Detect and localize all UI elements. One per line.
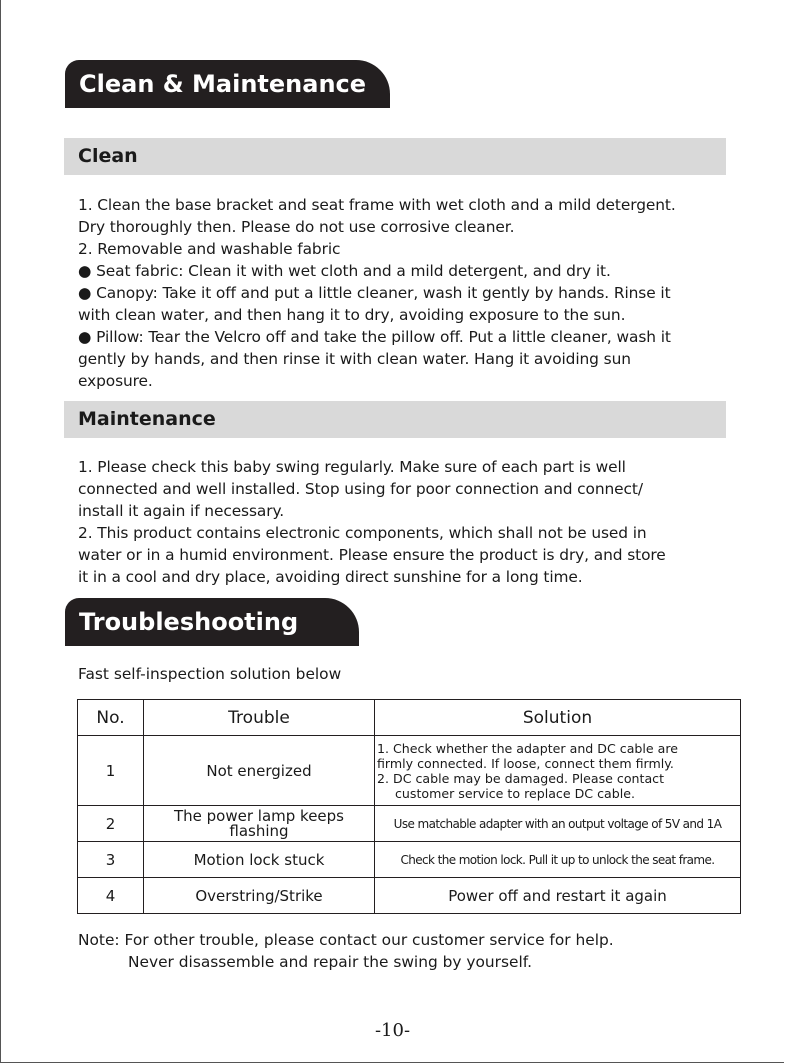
header-trouble: Trouble (144, 700, 375, 736)
trouble-line: flashing (229, 821, 289, 840)
clean-line: gently by hands, and then rinse it with clean water. Hang it avoiding sun (78, 350, 631, 368)
table-row (78, 878, 741, 914)
solution-line: firmly connected. If loose, connect them firmly. (377, 755, 674, 771)
row-number: 1 (78, 736, 144, 806)
row-solution (375, 736, 741, 806)
solution-line: customer service to replace DC cable. (395, 785, 635, 801)
table-row (78, 736, 741, 806)
row-trouble: Not energized (144, 736, 375, 806)
clean-line: ● Seat fabric: Clean it with wet cloth and a mild detergent, and dry it. (78, 262, 611, 280)
row-solution: Check the motion lock. Pull it up to unlock the seat frame. (375, 842, 741, 878)
clean-line: with clean water, and then hang it to dry, avoiding exposure to the sun. (78, 306, 626, 324)
note (78, 929, 614, 973)
troubleshooting-intro: Fast self-inspection solution below (78, 665, 342, 683)
row-solution: Power off and restart it again (375, 878, 741, 914)
row-solution: Use matchable adapter with an output voltage of 5V and 1A (375, 806, 741, 842)
note-line: Note: For other trouble, please contact our customer service for help. (78, 931, 614, 949)
header-solution: Solution (375, 700, 741, 736)
maintenance-line: install it again if necessary. (78, 502, 285, 520)
page-number: -10- (374, 1020, 411, 1041)
troubleshooting-table (77, 699, 741, 914)
maintenance-line: connected and well installed. Stop using for poor connection and connect/ (78, 480, 643, 498)
table-header-row (78, 700, 741, 736)
section-title-troubleshooting: Troubleshooting (65, 598, 359, 646)
maintenance-line: it in a cool and dry place, avoiding direct sunshine for a long time. (78, 568, 583, 586)
section-title-clean-maintenance: Clean & Maintenance (65, 60, 390, 108)
clean-instructions (78, 194, 748, 392)
clean-line: 2. Removable and washable fabric (78, 240, 341, 258)
row-trouble (144, 806, 375, 842)
row-number: 3 (78, 842, 144, 878)
clean-line: exposure. (78, 372, 153, 390)
table-row (78, 842, 741, 878)
maintenance-line: 2. This product contains electronic components, which shall not be used in (78, 524, 647, 542)
subsection-heading-clean: Clean (64, 138, 726, 175)
table-row (78, 806, 741, 842)
maintenance-instructions (78, 456, 748, 588)
maintenance-line: 1. Please check this baby swing regularly. Make sure of each part is well (78, 458, 626, 476)
row-trouble: Overstring/Strike (144, 878, 375, 914)
trouble-line: The power lamp keeps (173, 806, 344, 825)
note-line: Never disassemble and repair the swing by yourself. (128, 953, 532, 971)
solution-line: 2. DC cable may be damaged. Please contact (377, 770, 665, 786)
maintenance-line: water or in a humid environment. Please ensure the product is dry, and store (78, 546, 666, 564)
clean-line: Dry thoroughly then. Please do not use corrosive cleaner. (78, 218, 515, 236)
clean-line: ● Canopy: Take it off and put a little cleaner, wash it gently by hands. Rinse it (78, 284, 671, 302)
row-number: 4 (78, 878, 144, 914)
header-no: No. (78, 700, 144, 736)
clean-line: 1. Clean the base bracket and seat frame with wet cloth and a mild detergent. (78, 196, 676, 214)
row-number: 2 (78, 806, 144, 842)
subsection-heading-maintenance: Maintenance (64, 401, 726, 438)
solution-line: 1. Check whether the adapter and DC cable are (377, 740, 679, 756)
clean-line: ● Pillow: Tear the Velcro off and take the pillow off. Put a little cleaner, wash it (78, 328, 671, 346)
row-trouble: Motion lock stuck (144, 842, 375, 878)
